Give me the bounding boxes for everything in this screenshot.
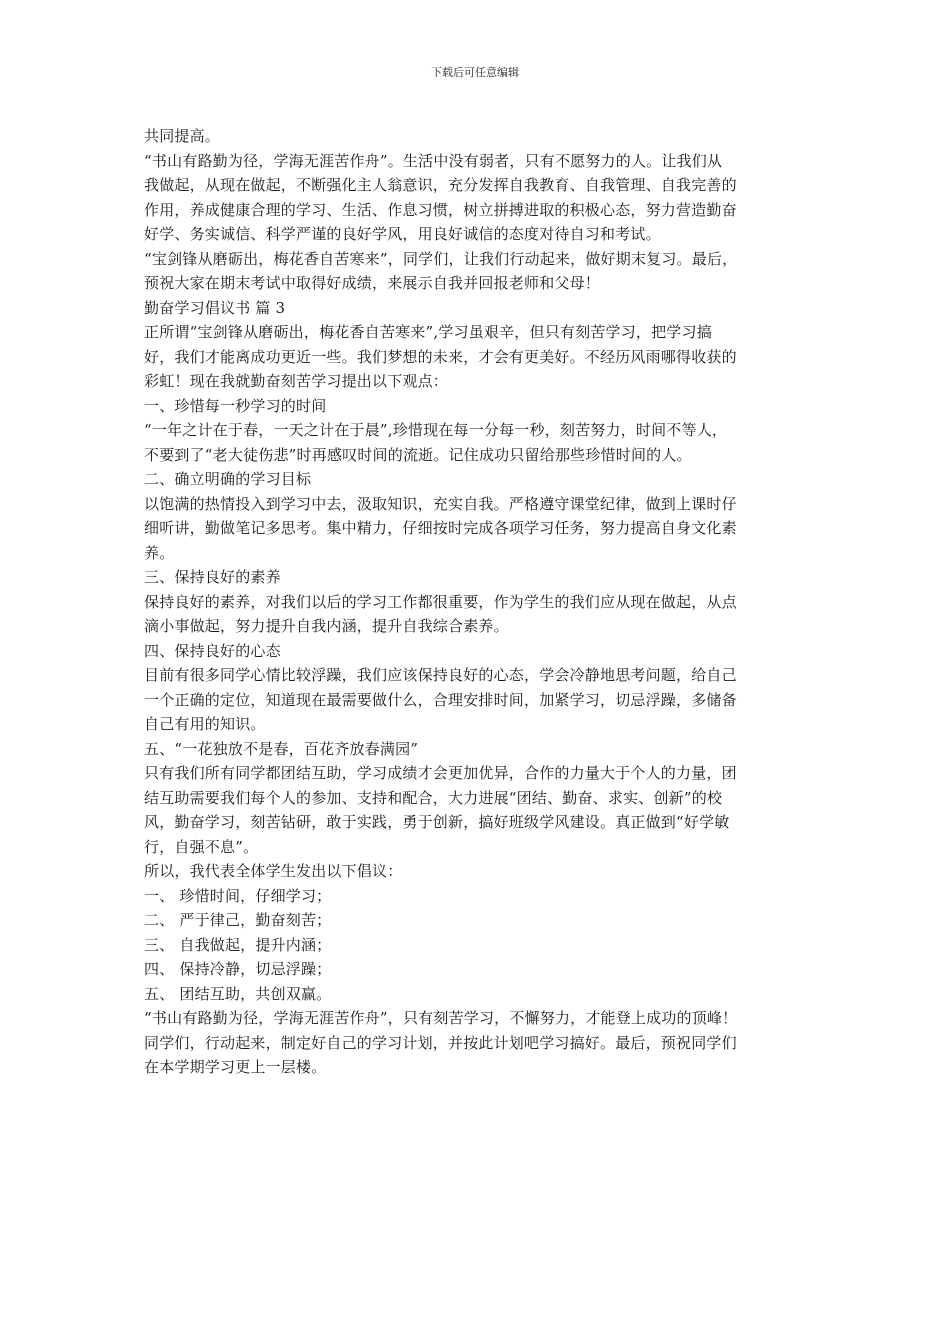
text-line: 目前有很多同学心情比较浮躁，我们应该保持良好的心态，学会冷静地思考问题，给自己 (144, 666, 737, 684)
text-line: 勤奋学习倡议书 篇 3 (144, 298, 286, 317)
text-line: 五、 团结互助，共创双赢。 (144, 984, 332, 1003)
text-line: 行，自强不息”。 (144, 837, 259, 856)
text-line: 不要到了“老大徒伤悲”时再感叹时间的流逝。记住成功只留给那些珍惜时间的人。 (144, 445, 692, 464)
text-line: 好学、务实诚信、科学严谨的良好学风，用良好诚信的态度对待自习和考试。 (144, 225, 661, 243)
text-line: 一个正确的定位，知道现在最需要做什么，合理安排时间，加紧学习，切忌浮躁，多储备 (144, 690, 737, 709)
text-line: 预祝大家在期末考试中取得好成绩，来展示自我并回报老师和父母！ (144, 274, 601, 292)
text-line: 细听讲，勤做笔记多思考。集中精力，仔细按时完成各项学习任务，努力提高自身文化素 (144, 519, 737, 537)
text-line: 彩虹！现在我就勤奋刻苦学习提出以下观点： (144, 372, 449, 390)
text-line: 二、确立明确的学习目标 (144, 470, 312, 488)
text-line: 共同提高。 (144, 127, 221, 145)
text-line: 五、“一花独放不是春，百花齐放春满园” (144, 739, 419, 758)
text-line: 养。 (144, 543, 175, 562)
page-header: 下载后可任意编辑 (431, 66, 519, 79)
text-line: 滴小事做起，努力提升自我内涵，提升自我综合素养。 (144, 617, 509, 635)
text-line: 一、 珍惜时间，仔细学习； (144, 886, 332, 905)
text-line: 正所谓“宝剑锋从磨砺出，梅花香自苦寒来”,学习虽艰辛，但只有刻苦学习，把学习搞 (144, 323, 712, 341)
text-line: 只有我们所有同学都团结互助，学习成绩才会更加优异，合作的力量大于个人的力量，团 (144, 764, 737, 782)
text-line: 三、保持良好的素养 (144, 568, 281, 586)
text-line: 自己有用的知识。 (144, 715, 266, 733)
text-line: “宝剑锋从磨砺出，梅花香自苦寒来”，同学们，让我们行动起来，做好期末复习。最后， (144, 249, 738, 268)
text-line: 作用，养成健康合理的学习、生活、作息习惯，树立拼搏进取的积极心态，努力营造勤奋 (144, 200, 737, 219)
text-line: 我做起，从现在做起，不断强化主人翁意识，充分发挥自我教育、自我管理、自我完善的 (144, 176, 737, 194)
text-line: 所以，我代表全体学生发出以下倡议： (144, 862, 403, 880)
text-line: 结互助需要我们每个人的参加、支持和配合，大力进展“团结、勤奋、求实、创新”的校 (144, 788, 723, 807)
text-line: 在本学期学习更上一层楼。 (144, 1058, 327, 1076)
text-line: 同学们，行动起来，制定好自己的学习计划，并按此计划吧学习搞好。最后，预祝同学们 (144, 1033, 737, 1052)
text-line: “书山有路勤为径，学海无涯苦作舟”，只有刻苦学习，不懈努力，才能登上成功的顶峰！ (144, 1009, 738, 1027)
text-line: “书山有路勤为径，学海无涯苦作舟”。生活中没有弱者，只有不愿努力的人。让我们从 (144, 151, 723, 170)
text-line: “一年之计在于春，一天之计在于晨”,珍惜现在每一分每一秒，刻苦努力，时间不等人， (144, 421, 728, 439)
text-line: 二、 严于律己，勤奋刻苦； (144, 911, 332, 929)
text-line: 三、 自我做起，提升内涵； (144, 935, 332, 954)
text-line: 一、珍惜每一秒学习的时间 (144, 396, 327, 415)
text-line: 风，勤奋学习，刻苦钻研，敢于实践，勇于创新，搞好班级学风建设。真正做到“好学敏 (144, 813, 730, 831)
text-line: 四、 保持冷静，切忌浮躁； (144, 960, 332, 978)
text-line: 保持良好的素养，对我们以后的学习工作都很重要，作为学生的我们应从现在做起，从点 (144, 592, 737, 611)
document-body (144, 124, 814, 1080)
text-line: 四、保持良好的心态 (144, 641, 281, 660)
text-line: 好，我们才能离成功更近一些。我们梦想的未来，才会有更美好。不经历风雨哪得收获的 (144, 347, 737, 366)
text-line: 以饱满的热情投入到学习中去，汲取知识，充实自我。严格遵守课堂纪律，做到上课时仔 (144, 494, 737, 513)
